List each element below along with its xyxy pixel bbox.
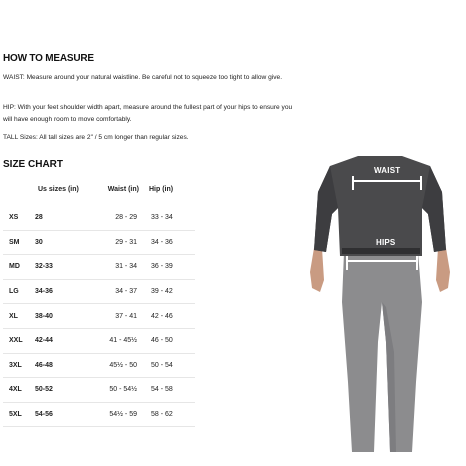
hip-cell: 33 - 34 <box>145 206 195 230</box>
table-row <box>3 230 195 255</box>
hip-cell: 46 - 50 <box>145 328 195 353</box>
table-row <box>3 279 195 304</box>
table-row <box>3 328 195 353</box>
size-cell: LG <box>3 279 35 304</box>
hip-instruction: HIP: With your feet shoulder width apart, measure around the fullest part of your hips to ensure you will have enough room to move comfortably. <box>3 104 293 123</box>
right-hand <box>436 248 450 292</box>
size-cell: 5XL <box>3 402 35 427</box>
size-cell: XXL <box>3 328 35 353</box>
hip-cell: 34 - 36 <box>145 230 195 255</box>
model-figure <box>300 152 460 452</box>
hip-cell: 58 - 62 <box>145 402 195 427</box>
waist-cell: 41 - 45½ <box>87 328 145 353</box>
how-to-measure-title: HOW TO MEASURE <box>3 53 94 64</box>
left-hand <box>310 248 324 292</box>
size-chart-title: SIZE CHART <box>3 159 63 170</box>
table-row <box>3 353 195 378</box>
hips-label: HIPS <box>376 238 396 247</box>
us-size-cell: 42-44 <box>35 328 87 353</box>
hip-cell: 54 - 58 <box>145 378 195 403</box>
header-us-sizes: Us sizes (in) <box>38 186 79 193</box>
hip-cell: 42 - 46 <box>145 304 195 329</box>
table-row <box>3 402 195 427</box>
hip-cell: 50 - 54 <box>145 353 195 378</box>
waist-cell: 28 - 29 <box>87 206 145 230</box>
size-cell: XL <box>3 304 35 329</box>
waist-label: WAIST <box>374 166 401 175</box>
us-size-cell: 28 <box>35 206 87 230</box>
size-chart-header-row <box>3 186 195 206</box>
tights-shape <box>342 252 422 452</box>
hip-cell: 36 - 39 <box>145 255 195 280</box>
hips-band <box>346 260 418 262</box>
waist-cell: 37 - 41 <box>87 304 145 329</box>
us-size-cell: 46-48 <box>35 353 87 378</box>
table-row <box>3 206 195 230</box>
size-cell: MD <box>3 255 35 280</box>
tall-sizes-note: TALL Sizes: All tall sizes are 2" / 5 cm longer than regular sizes. <box>3 134 189 141</box>
waist-cell: 34 - 37 <box>87 279 145 304</box>
waist-cell: 50 - 54½ <box>87 378 145 403</box>
table-row <box>3 255 195 280</box>
us-size-cell: 50-52 <box>35 378 87 403</box>
us-size-cell: 34-36 <box>35 279 87 304</box>
size-cell: SM <box>3 230 35 255</box>
waist-instruction: WAIST: Measure around your natural waistline. Be careful not to squeeze too tight to allow give. <box>3 74 283 81</box>
size-chart-table <box>3 186 195 427</box>
size-cell: 3XL <box>3 353 35 378</box>
table-row <box>3 304 195 329</box>
waist-cell: 45½ - 50 <box>87 353 145 378</box>
us-size-cell: 30 <box>35 230 87 255</box>
us-size-cell: 38-40 <box>35 304 87 329</box>
waist-cell: 54½ - 59 <box>87 402 145 427</box>
hip-cell: 39 - 42 <box>145 279 195 304</box>
us-size-cell: 54-56 <box>35 402 87 427</box>
size-cell: XS <box>3 206 35 230</box>
header-hip: Hip (in) <box>149 186 174 193</box>
table-row <box>3 378 195 403</box>
waist-cell: 29 - 31 <box>87 230 145 255</box>
waist-band <box>352 180 422 182</box>
header-waist: Waist (in) <box>107 186 139 193</box>
waist-cell: 31 - 34 <box>87 255 145 280</box>
header-size <box>3 186 35 206</box>
model-illustration <box>300 152 460 452</box>
size-cell: 4XL <box>3 378 35 403</box>
us-size-cell: 32-33 <box>35 255 87 280</box>
